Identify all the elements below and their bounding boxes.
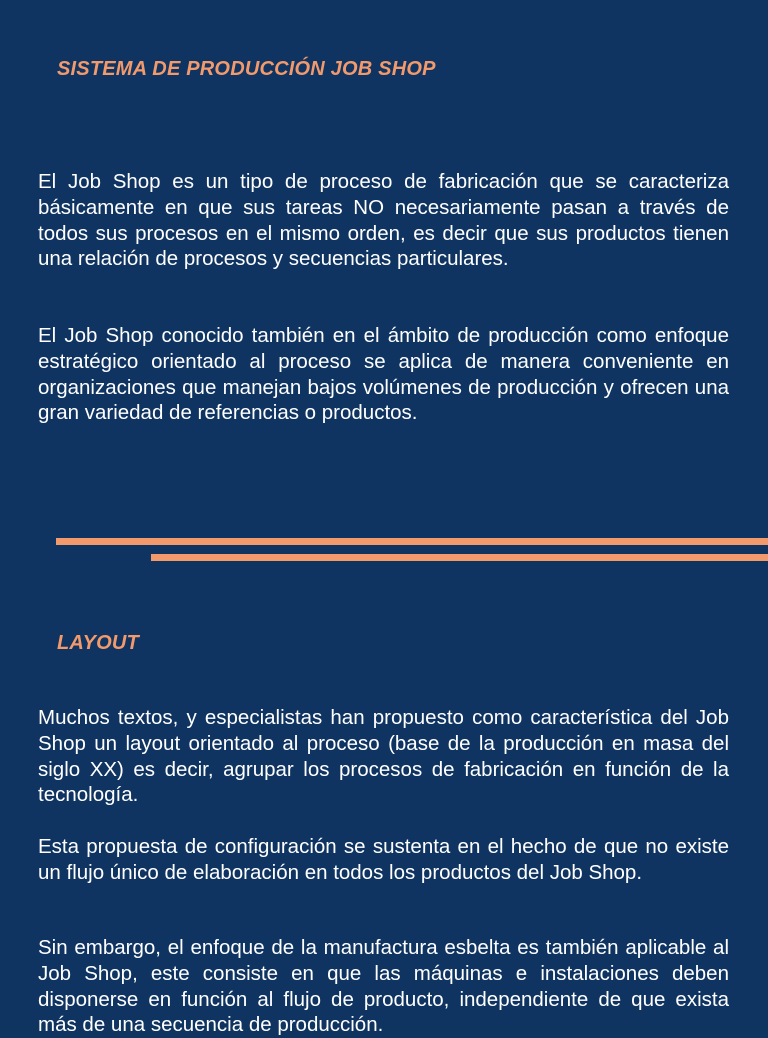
paragraph-job-shop-strategy: El Job Shop conocido también en el ámbito de producción como enfoque estratégico orientado al proceso se aplica de manera conveniente en organizaciones que manejan bajos volúmenes de producción y ofrecen una gran variedad de referencias o productos.: [38, 324, 729, 425]
paragraph-layout-process: Muchos textos, y especialistas han propuesto como característica del Job Shop un layout orientado al proceso (base de la producción en masa del siglo XX) es decir, agrupar los procesos de fabricación en función de la tecnología.: [38, 706, 729, 807]
section-title-layout: LAYOUT: [57, 632, 139, 654]
divider-line-upper: [56, 538, 768, 545]
section-title-job-shop: SISTEMA DE PRODUCCIÓN JOB SHOP: [57, 58, 436, 80]
paragraph-layout-configuration: Esta propuesta de configuración se sustenta en el hecho de que no existe un flujo único de elaboración en todos los productos del Job Shop.: [38, 835, 729, 884]
divider-line-lower: [151, 554, 768, 561]
paragraph-job-shop-definition: El Job Shop es un tipo de proceso de fabricación que se caracteriza básicamente en que sus tareas NO necesariamente pasan a través de todos sus procesos en el mismo orden, es decir que sus productos tienen una relación de procesos y secuencias particulares.: [38, 170, 729, 271]
paragraph-layout-lean: Sin embargo, el enfoque de la manufactura esbelta es también aplicable al Job Shop, este consiste en que las máquinas e instalaciones deben disponerse en función al flujo de producto, independiente de que exista más de una secuencia de producción.: [38, 936, 729, 1037]
